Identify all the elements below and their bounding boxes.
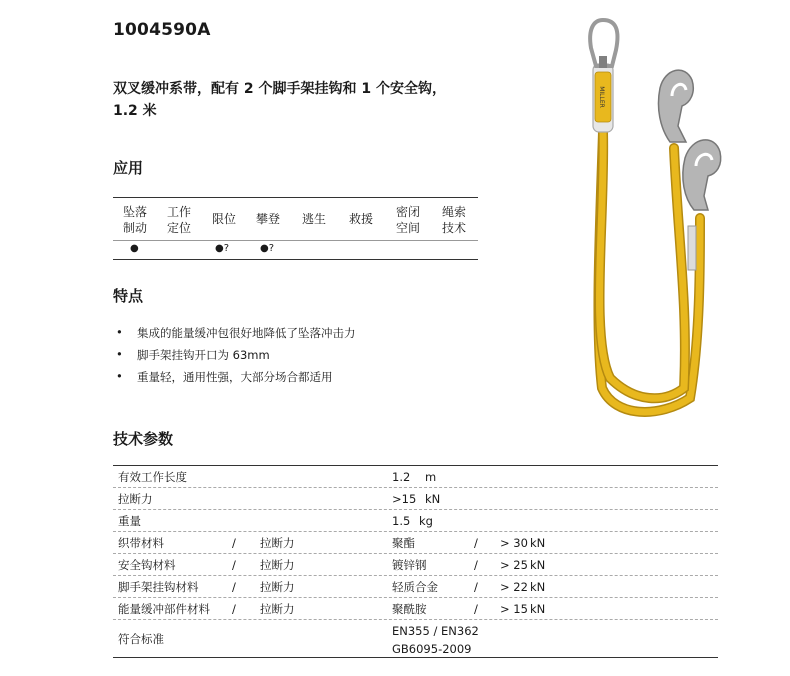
- application-col-label-line1: 救援: [348, 212, 373, 226]
- spec-separator: /: [474, 536, 478, 550]
- application-col-label-line1: 限位: [211, 212, 236, 226]
- spec-separator: /: [474, 558, 478, 572]
- application-table-bottom-rule: [113, 259, 478, 260]
- spec-unit: kN: [530, 580, 546, 594]
- application-col-rescue: [339, 211, 383, 227]
- application-col-label-line1: 密闭: [395, 205, 420, 219]
- spec-label: 重量: [118, 514, 141, 528]
- specs-row-divider: [113, 531, 718, 532]
- spec-unit: kN: [530, 602, 546, 616]
- product-code: 1004590A: [113, 20, 211, 40]
- spec-separator: /: [474, 602, 478, 616]
- spec-label: 符合标准: [118, 632, 164, 646]
- features-heading: 特点: [113, 287, 144, 305]
- application-col-rope-access: [432, 204, 476, 236]
- specs-table-bottom-rule: [113, 657, 718, 658]
- application-col-label-line1: 攀登: [255, 212, 280, 226]
- spec-label: 能量缓冲部件材料: [118, 602, 210, 616]
- application-col-label-line2: 空间: [395, 221, 420, 235]
- application-mark-restraint: ●?: [215, 243, 230, 254]
- energy-absorber: [593, 64, 613, 132]
- spec-separator: /: [232, 580, 236, 594]
- application-table-mid-rule: [113, 240, 478, 241]
- application-col-climbing: [246, 211, 290, 227]
- specs-row-divider: [113, 509, 718, 510]
- spec-property: 拉断力: [260, 558, 295, 572]
- spec-value: > 25: [500, 558, 528, 572]
- spec-unit: kN: [530, 536, 546, 550]
- spec-value: 1.2: [392, 470, 411, 484]
- spec-material: 镀锌钢: [392, 558, 427, 572]
- application-col-label-line1: 绳索: [441, 205, 466, 219]
- application-col-label-line2: 定位: [166, 221, 191, 235]
- specs-row-divider: [113, 575, 718, 576]
- application-col-label-line1: 逃生: [301, 212, 326, 226]
- bullet-icon: •: [116, 347, 123, 361]
- product-photo-lanyard: [560, 8, 760, 428]
- bullet-icon: •: [116, 325, 123, 339]
- spec-material: 聚酯: [392, 536, 415, 550]
- spec-property: 拉断力: [260, 602, 295, 616]
- specs-table-top-rule: [113, 465, 718, 466]
- spec-value: 1.5: [392, 514, 411, 528]
- spec-label: 拉断力: [118, 492, 153, 506]
- application-col-label-line2: 技术: [441, 221, 466, 235]
- application-col-confined-space: [386, 204, 430, 236]
- application-col-label-line1: 坠落: [122, 205, 147, 219]
- application-col-work-positioning: [157, 204, 201, 236]
- spec-property: 拉断力: [260, 536, 295, 550]
- application-heading: 应用: [113, 159, 144, 177]
- spec-standard-value: EN355 / EN362: [392, 624, 479, 638]
- specs-heading: 技术参数: [113, 430, 174, 448]
- spec-value: >15: [392, 492, 417, 506]
- application-mark-fall-arrest: ●: [130, 243, 139, 254]
- product-title-line-1: 双叉缓冲系带，配有 2 个脚手架挂钩和 1 个安全钩，: [113, 81, 446, 97]
- bullet-icon: •: [116, 369, 123, 383]
- application-table-top-rule: [113, 197, 478, 198]
- feature-text: 集成的能量缓冲包很好地降低了坠落冲击力: [137, 326, 356, 340]
- spec-label: 脚手架挂钩材料: [118, 580, 199, 594]
- spec-label: 织带材料: [118, 536, 164, 550]
- application-col-label-line2: 制动: [122, 221, 147, 235]
- spec-separator: /: [232, 536, 236, 550]
- application-col-label-line1: 工作: [166, 205, 191, 219]
- spec-value: > 15: [500, 602, 528, 616]
- spec-unit: kN: [530, 558, 546, 572]
- spec-unit: m: [425, 470, 437, 484]
- spec-separator: /: [232, 602, 236, 616]
- scaffold-hook-icon: [683, 140, 721, 210]
- specs-row-divider: [113, 487, 718, 488]
- spec-label: 有效工作长度: [118, 470, 187, 484]
- spec-value: > 22: [500, 580, 528, 594]
- feature-text: 重量轻，通用性强，大部分场合都适用: [137, 370, 333, 384]
- brand-label: MILLER: [598, 86, 605, 108]
- product-title-line-2: 1.2 米: [113, 103, 157, 119]
- spec-value: > 30: [500, 536, 528, 550]
- spec-material: 轻质合金: [392, 580, 438, 594]
- spec-separator: /: [474, 580, 478, 594]
- specs-row-divider: [113, 597, 718, 598]
- safety-hook-icon: [590, 20, 617, 68]
- spec-material: 聚酰胺: [392, 602, 427, 616]
- specs-row-divider: [113, 553, 718, 554]
- spec-label: 安全钩材料: [118, 558, 176, 572]
- spec-property: 拉断力: [260, 580, 295, 594]
- application-col-restraint: [202, 211, 246, 227]
- spec-unit: kN: [425, 492, 441, 506]
- application-col-fall-arrest: [113, 204, 157, 236]
- spec-standard-value: GB6095-2009: [392, 642, 472, 656]
- application-col-escape: [292, 211, 336, 227]
- spec-separator: /: [232, 558, 236, 572]
- scaffold-hook-icon: [658, 70, 693, 142]
- application-mark-climbing: ●?: [260, 243, 275, 254]
- feature-text: 脚手架挂钩开口为 63mm: [137, 348, 270, 362]
- spec-unit: kg: [419, 514, 433, 528]
- specs-row-divider: [113, 619, 718, 620]
